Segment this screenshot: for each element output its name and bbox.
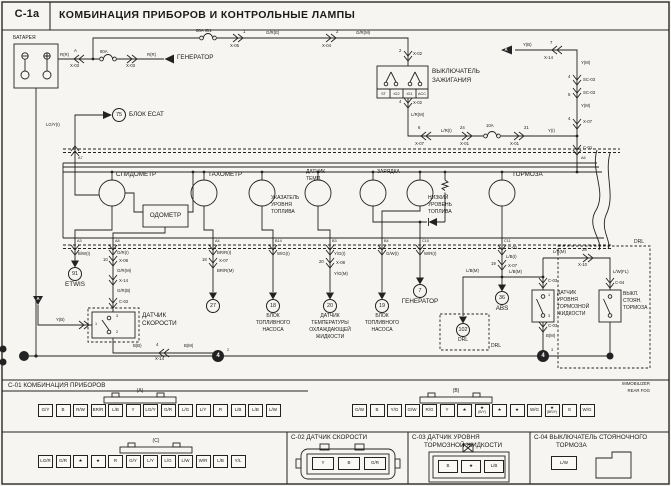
diagram-label: 4 <box>568 116 571 121</box>
diagram-label: C-04 <box>615 280 625 285</box>
ground-point-4b: 4 <box>541 352 545 359</box>
connector-a-cell: B <box>56 404 71 417</box>
diagram-label: L/R(M) <box>411 112 425 117</box>
diagram-label: B14 <box>275 239 282 243</box>
diagram-code: C-1a <box>14 8 40 20</box>
odometer-label: ОДОМЕТР <box>149 212 182 219</box>
speed-sensor-box <box>92 312 135 338</box>
connector-c-cell: L/W <box>178 455 193 468</box>
diagram-label: X-07 <box>415 141 425 146</box>
diagram-label: X-14 <box>155 356 165 361</box>
diagram-label: X-01 <box>510 141 520 146</box>
connector-a-cell: R/W <box>73 404 88 417</box>
diagram-label: X-03 <box>126 63 136 68</box>
diagram-label: A8 <box>115 239 120 243</box>
diagram-label: L/B(M) <box>553 249 566 254</box>
connector-b-cell: R/G <box>422 404 437 417</box>
speedometer-gauge <box>99 180 125 206</box>
continuation-a-bottom: A <box>36 295 40 301</box>
diagram-label: C10 <box>422 239 429 243</box>
diagram-label: C-02 <box>119 299 129 304</box>
diagram-label: G/R(M) <box>356 30 371 35</box>
diagram-label: 20 <box>319 259 324 264</box>
diagram-label: 4 <box>568 74 571 79</box>
c01-section-header: C-01 КОМБИНАЦИЯ ПРИБОРОВ <box>8 382 106 389</box>
diagram-label: X-14 <box>544 55 554 60</box>
diagram-label: 24 <box>460 125 465 130</box>
speedometer-label: СПИДОМЕТР <box>116 171 157 178</box>
diagram-label: BR/R(M) <box>217 268 234 273</box>
instrument-cluster <box>63 149 620 253</box>
connector-c-cell: R <box>108 455 123 468</box>
connector-arrows <box>71 34 614 357</box>
diagram-label: X-07 <box>219 258 229 263</box>
c03-pins-cell: L/B <box>484 460 504 473</box>
diagram-label: X-02 <box>413 51 423 56</box>
connector-b-cell: ★ <box>510 404 525 417</box>
connector-b-cell: ★ (BR/Y) <box>545 404 560 417</box>
ground-point-4: 4 <box>216 352 220 359</box>
diagram-label: 1 <box>95 322 98 326</box>
brake-fluid-sensor-label: ДАТЧИК <box>557 290 577 296</box>
charge-lamp <box>360 180 386 206</box>
diagram-label: SC-03 <box>583 90 596 95</box>
connector-b-cell: W/G <box>527 404 542 417</box>
diagram-label: ТОПЛИВНОГО <box>364 320 400 326</box>
continuation-a-top: A <box>504 46 508 52</box>
diode-symbol <box>429 218 438 226</box>
diagram-label: Y/G(M) <box>334 271 348 276</box>
diagram-label: 4 <box>156 342 159 347</box>
diagram-label: X-10 <box>578 262 588 267</box>
diagram-label: 6 <box>418 125 421 130</box>
diagram-label: L/B(M) <box>466 268 479 273</box>
connector-c-cell: Y/L <box>231 455 246 468</box>
diagram-label: B(M) <box>546 333 556 338</box>
ref-circle-27: 27 <box>206 299 220 313</box>
diagram-label: ТОПЛИВА <box>428 209 452 215</box>
diagram-label: B4 <box>384 239 389 243</box>
connector-b-cell: ★ (B/Y) <box>475 404 490 417</box>
diagram-label: G/W(I) <box>386 251 399 256</box>
diagram-label: W/G(I) <box>277 251 290 256</box>
diagram-label: ТОРМОЗНОЙ <box>557 304 590 310</box>
diagram-label: R(R) <box>60 52 70 57</box>
fuel-pump2-ref-circle: 19 <box>375 299 389 313</box>
diagram-label: X-02 <box>413 100 423 105</box>
diagram-label: SC-03 <box>583 77 596 82</box>
diagram-label: ТОРМОЗНОЙ ЖИДКОСТИ <box>424 442 503 449</box>
ignition-switch-label: ВЫКЛЮЧАТЕЛЬ <box>432 68 480 75</box>
etwis-label: ETWIS <box>65 281 85 288</box>
diagram-label: 3 <box>116 313 119 318</box>
abs-ref-circle: 36 <box>495 291 509 305</box>
connector-b-cell: Y <box>440 404 455 417</box>
generator-ref-circle: 7 <box>413 284 427 298</box>
diagram-label: X-07 <box>583 119 593 124</box>
temp-gauge <box>305 180 331 206</box>
c04-connector-outline <box>596 452 631 478</box>
connector-c-cell: L/B <box>213 455 228 468</box>
diagram-label: C-01 <box>508 245 518 250</box>
tachometer-label: ТАХОМЕТР <box>208 171 243 178</box>
charge-lamp-label: ЗАРЯДКА <box>377 169 400 175</box>
diagram-label: Y/G(I) <box>334 251 346 256</box>
diagram-label: 2 <box>336 29 339 34</box>
diagram-label: R(R) <box>147 52 157 57</box>
diagram-label: B(M) <box>184 343 194 348</box>
diagram-label: 10 <box>103 257 108 262</box>
coolant-sensor-ref-circle: 20 <box>323 299 337 313</box>
diagram-label: G/R(E) <box>266 30 280 35</box>
connector-a-cell: L/B <box>231 404 246 417</box>
generator-bottom-label: ГЕНЕРАТОР <box>401 298 439 305</box>
battery-label: БАТАРЕЯ <box>13 35 36 41</box>
diagram-label: C-03 <box>548 323 558 328</box>
diagram-label: L/B(I) <box>506 254 517 259</box>
diagram-label: ACC <box>417 91 427 96</box>
connector-a-cell: G/Y <box>38 404 53 417</box>
diagram-label: X-05 <box>230 43 240 48</box>
connector-c-cell: ★ <box>91 455 106 468</box>
diagram-label: 4 <box>399 99 402 104</box>
diagram-label: (B) <box>452 388 460 394</box>
connector-b-cell: B <box>370 404 385 417</box>
connector-a-cell: L/Y <box>196 404 211 417</box>
diagram-label: ТЕМП. <box>306 176 322 182</box>
diagram-label: DRL <box>634 239 645 245</box>
diagram-label: X-07 <box>508 263 518 268</box>
diagram-label: X-04 <box>322 43 332 48</box>
connector-a-cell: Y <box>126 404 141 417</box>
c02-pins-cell: G/R <box>364 457 386 470</box>
brake-lamp <box>489 180 515 206</box>
diagram-label: Y(M) <box>581 103 591 108</box>
parking-brake-switch-label: ВЫКЛ. <box>623 291 639 297</box>
diagram-label: C-03 <box>548 278 558 283</box>
fuel-pump-ref-circle: 18 <box>266 299 280 313</box>
diagram-label: 2 <box>116 330 119 334</box>
connector-b-cell: G <box>562 404 577 417</box>
diagram-label: СКОРОСТИ <box>142 320 177 327</box>
connector-c-cell: LG/R <box>38 455 53 468</box>
diagram-label: ЖИДКОСТИ <box>557 311 586 317</box>
coolant-sensor-label: ДАТЧИК <box>320 313 340 319</box>
diagram-label: 2 <box>399 48 402 53</box>
drl-label: DRL <box>457 337 469 343</box>
connector-a-cell: L/B <box>108 404 123 417</box>
connector-b-cell: G/W <box>405 404 420 417</box>
diagram-label: A <box>74 48 77 53</box>
connector-a-cell: L/B <box>248 404 263 417</box>
diagram-label: A3 <box>77 239 82 243</box>
connector-a-cell: LG/Y <box>143 404 158 417</box>
fuel-gauge-label: УКАЗАТЕЛЬ <box>271 195 300 201</box>
generator-top-label: ГЕНЕРАТОР <box>177 54 214 61</box>
diagram-label: (C) <box>152 438 160 444</box>
diagram-label: IMMOBILIZER <box>622 381 650 386</box>
diagram-label: IG1 <box>406 91 413 96</box>
diagram-label: 5 <box>568 92 571 97</box>
diagram-label: 7 <box>550 40 553 45</box>
diagram-label: 28 <box>582 247 587 252</box>
diagram-label: A7 <box>78 156 83 160</box>
c04-pin-cell: L/W <box>551 456 577 470</box>
connector-c-cell: G/Y <box>126 455 141 468</box>
battery-symbol <box>14 44 58 88</box>
diagram-label: 19 <box>491 261 496 266</box>
diagram-label: УРОВНЯ <box>557 297 578 303</box>
connector-a-cell: R <box>213 404 228 417</box>
fuse-symbols <box>100 34 501 138</box>
diagram-label: ТОПЛИВА <box>271 209 295 215</box>
temp-gauge-label: ДАТЧИК <box>306 169 326 175</box>
connector-a-cell: G/R <box>161 404 176 417</box>
diagram-label: L/B(M) <box>509 269 522 274</box>
diagram-label: G/R(M) <box>117 268 132 273</box>
ecat-label: БЛОК ECAT <box>129 111 164 118</box>
diagram-label: 21 <box>524 125 529 130</box>
c03-pins-cell: B <box>438 460 458 473</box>
diagram-label: X-08 <box>336 260 346 265</box>
diagram-label: 80A IG1 <box>196 28 212 33</box>
resistor-symbol <box>442 180 448 191</box>
diagram-label: C11 <box>504 239 511 243</box>
diagram-label: C-01 <box>583 145 593 150</box>
diagram-label: (A) <box>136 388 144 394</box>
diagram-label: Y(M) <box>581 60 591 65</box>
c02-section-header: C-02 ДАТЧИК СКОРОСТИ <box>291 434 368 441</box>
diagram-label: УРОВНЯ <box>271 202 292 208</box>
diagram-label: X-14 <box>119 278 129 283</box>
connector-b-cell: G/W <box>352 404 367 417</box>
connector-b-cell: W/G <box>580 404 595 417</box>
diagram-label: BR/R(I) <box>217 250 232 255</box>
connector-c-cell: W/R <box>196 455 211 468</box>
diagram-label: REAR FOG <box>627 388 650 393</box>
diagram-label: 3 <box>551 348 554 352</box>
c02-pins-cell: B <box>338 457 360 470</box>
c02-pins-cell: Y <box>312 457 334 470</box>
diagram-label: X-01 <box>460 141 470 146</box>
diagram-label: 1 <box>243 29 246 34</box>
diagram-label: G/R(B) <box>117 288 131 293</box>
diagram-label: СТОЯН. <box>623 298 642 304</box>
diagram-label: X-03 <box>70 63 80 68</box>
ecat-ref-circle: 75 <box>112 108 126 122</box>
etwis-ref-circle: 91 <box>68 267 82 281</box>
diagram-label: ST <box>381 91 386 96</box>
diagram-label: ЗАЖИГАНИЯ <box>432 77 472 84</box>
diagram-label: L/W(FL) <box>613 269 629 274</box>
diagram-label: X-08 <box>119 258 129 263</box>
diagram-label: L/R(I) <box>441 128 452 133</box>
diagram-label: IG2 <box>393 91 400 96</box>
ecat-wire <box>75 111 112 195</box>
connector-b-cell: Y/G <box>387 404 402 417</box>
diagram-label: ТОРМОЗА <box>556 442 587 449</box>
diagram-label: ОХЛАЖДАЮЩЕЙ <box>309 327 351 333</box>
diagram-label: 1 <box>548 292 551 297</box>
diagram-label: 18 <box>202 257 207 262</box>
diagram-label: A4 <box>215 239 220 243</box>
connector-a-cell: L/G <box>178 404 193 417</box>
c03-pins-cell: ★ <box>461 460 481 473</box>
diagram-label: DRL <box>491 343 502 349</box>
connector-c-cell: G/R <box>56 455 71 468</box>
diagram-label: LG/Y(I) <box>46 122 60 127</box>
fuel-pump2-label: БЛОК <box>375 313 389 319</box>
connector-c-cell: L/Y <box>143 455 158 468</box>
diagram-label: НАСОСА <box>371 327 393 333</box>
page-title: КОМБИНАЦИЯ ПРИБОРОВ И КОНТРОЛЬНЫЕ ЛАМПЫ <box>59 9 356 21</box>
diagram-label: 2 <box>227 348 230 352</box>
diagram-label: Y(I) <box>548 128 555 133</box>
diagram-label: B/W(I) <box>78 251 91 256</box>
diagram-label: W/R(I) <box>424 251 437 256</box>
connector-c-cell: ★ <box>73 455 88 468</box>
connector-b-cell: ★ <box>492 404 507 417</box>
c03-section-header: C-03 ДАТЧИК УРОВНЯ <box>412 434 480 441</box>
drl-ref-circle: 102 <box>456 323 470 337</box>
diagram-label: B3 <box>332 239 337 243</box>
diagram-label: УРОВЕНЬ <box>428 202 452 208</box>
diagram-label: B(B) <box>133 343 142 348</box>
diagram-label: ТОРМОЗА <box>623 305 648 311</box>
diagram-label: 10A <box>486 123 494 128</box>
connector-b-cell: ★ <box>457 404 472 417</box>
diagram-label: Y(B) <box>56 317 65 322</box>
diagram-label: НАСОСА <box>262 327 284 333</box>
speed-sensor-label: ДАТЧИК <box>142 312 167 319</box>
brake-lamp-label: ТОРМОЗА <box>512 171 543 178</box>
abs-label: ABS <box>495 305 509 312</box>
fuel-pump-label: БЛОК <box>266 313 280 319</box>
diagram-label: G/R(I) <box>117 250 129 255</box>
diagram-label: ЖИДКОСТИ <box>315 334 345 340</box>
connector-a-cell: L/W <box>266 404 281 417</box>
diagram-label: 3 <box>548 314 551 318</box>
diagram-label: ТОПЛИВНОГО <box>255 320 291 326</box>
connector-c-cell: L/G <box>161 455 176 468</box>
diagram-label: A6 <box>581 156 586 160</box>
diagram-label: 80A <box>100 49 108 54</box>
tachometer-gauge <box>191 180 217 206</box>
diagram-label: Y(B) <box>523 42 532 47</box>
connector-a-cell: BR/R <box>91 404 106 417</box>
diagram-label: ТЕМПЕРАТУРЫ <box>311 320 349 326</box>
low-fuel-lamp-label: НИЗКИЙ <box>428 195 449 201</box>
c04-section-header: C-04 ВЫКЛЮЧАТЕЛЬ СТОЯНОЧНОГО <box>534 434 648 441</box>
